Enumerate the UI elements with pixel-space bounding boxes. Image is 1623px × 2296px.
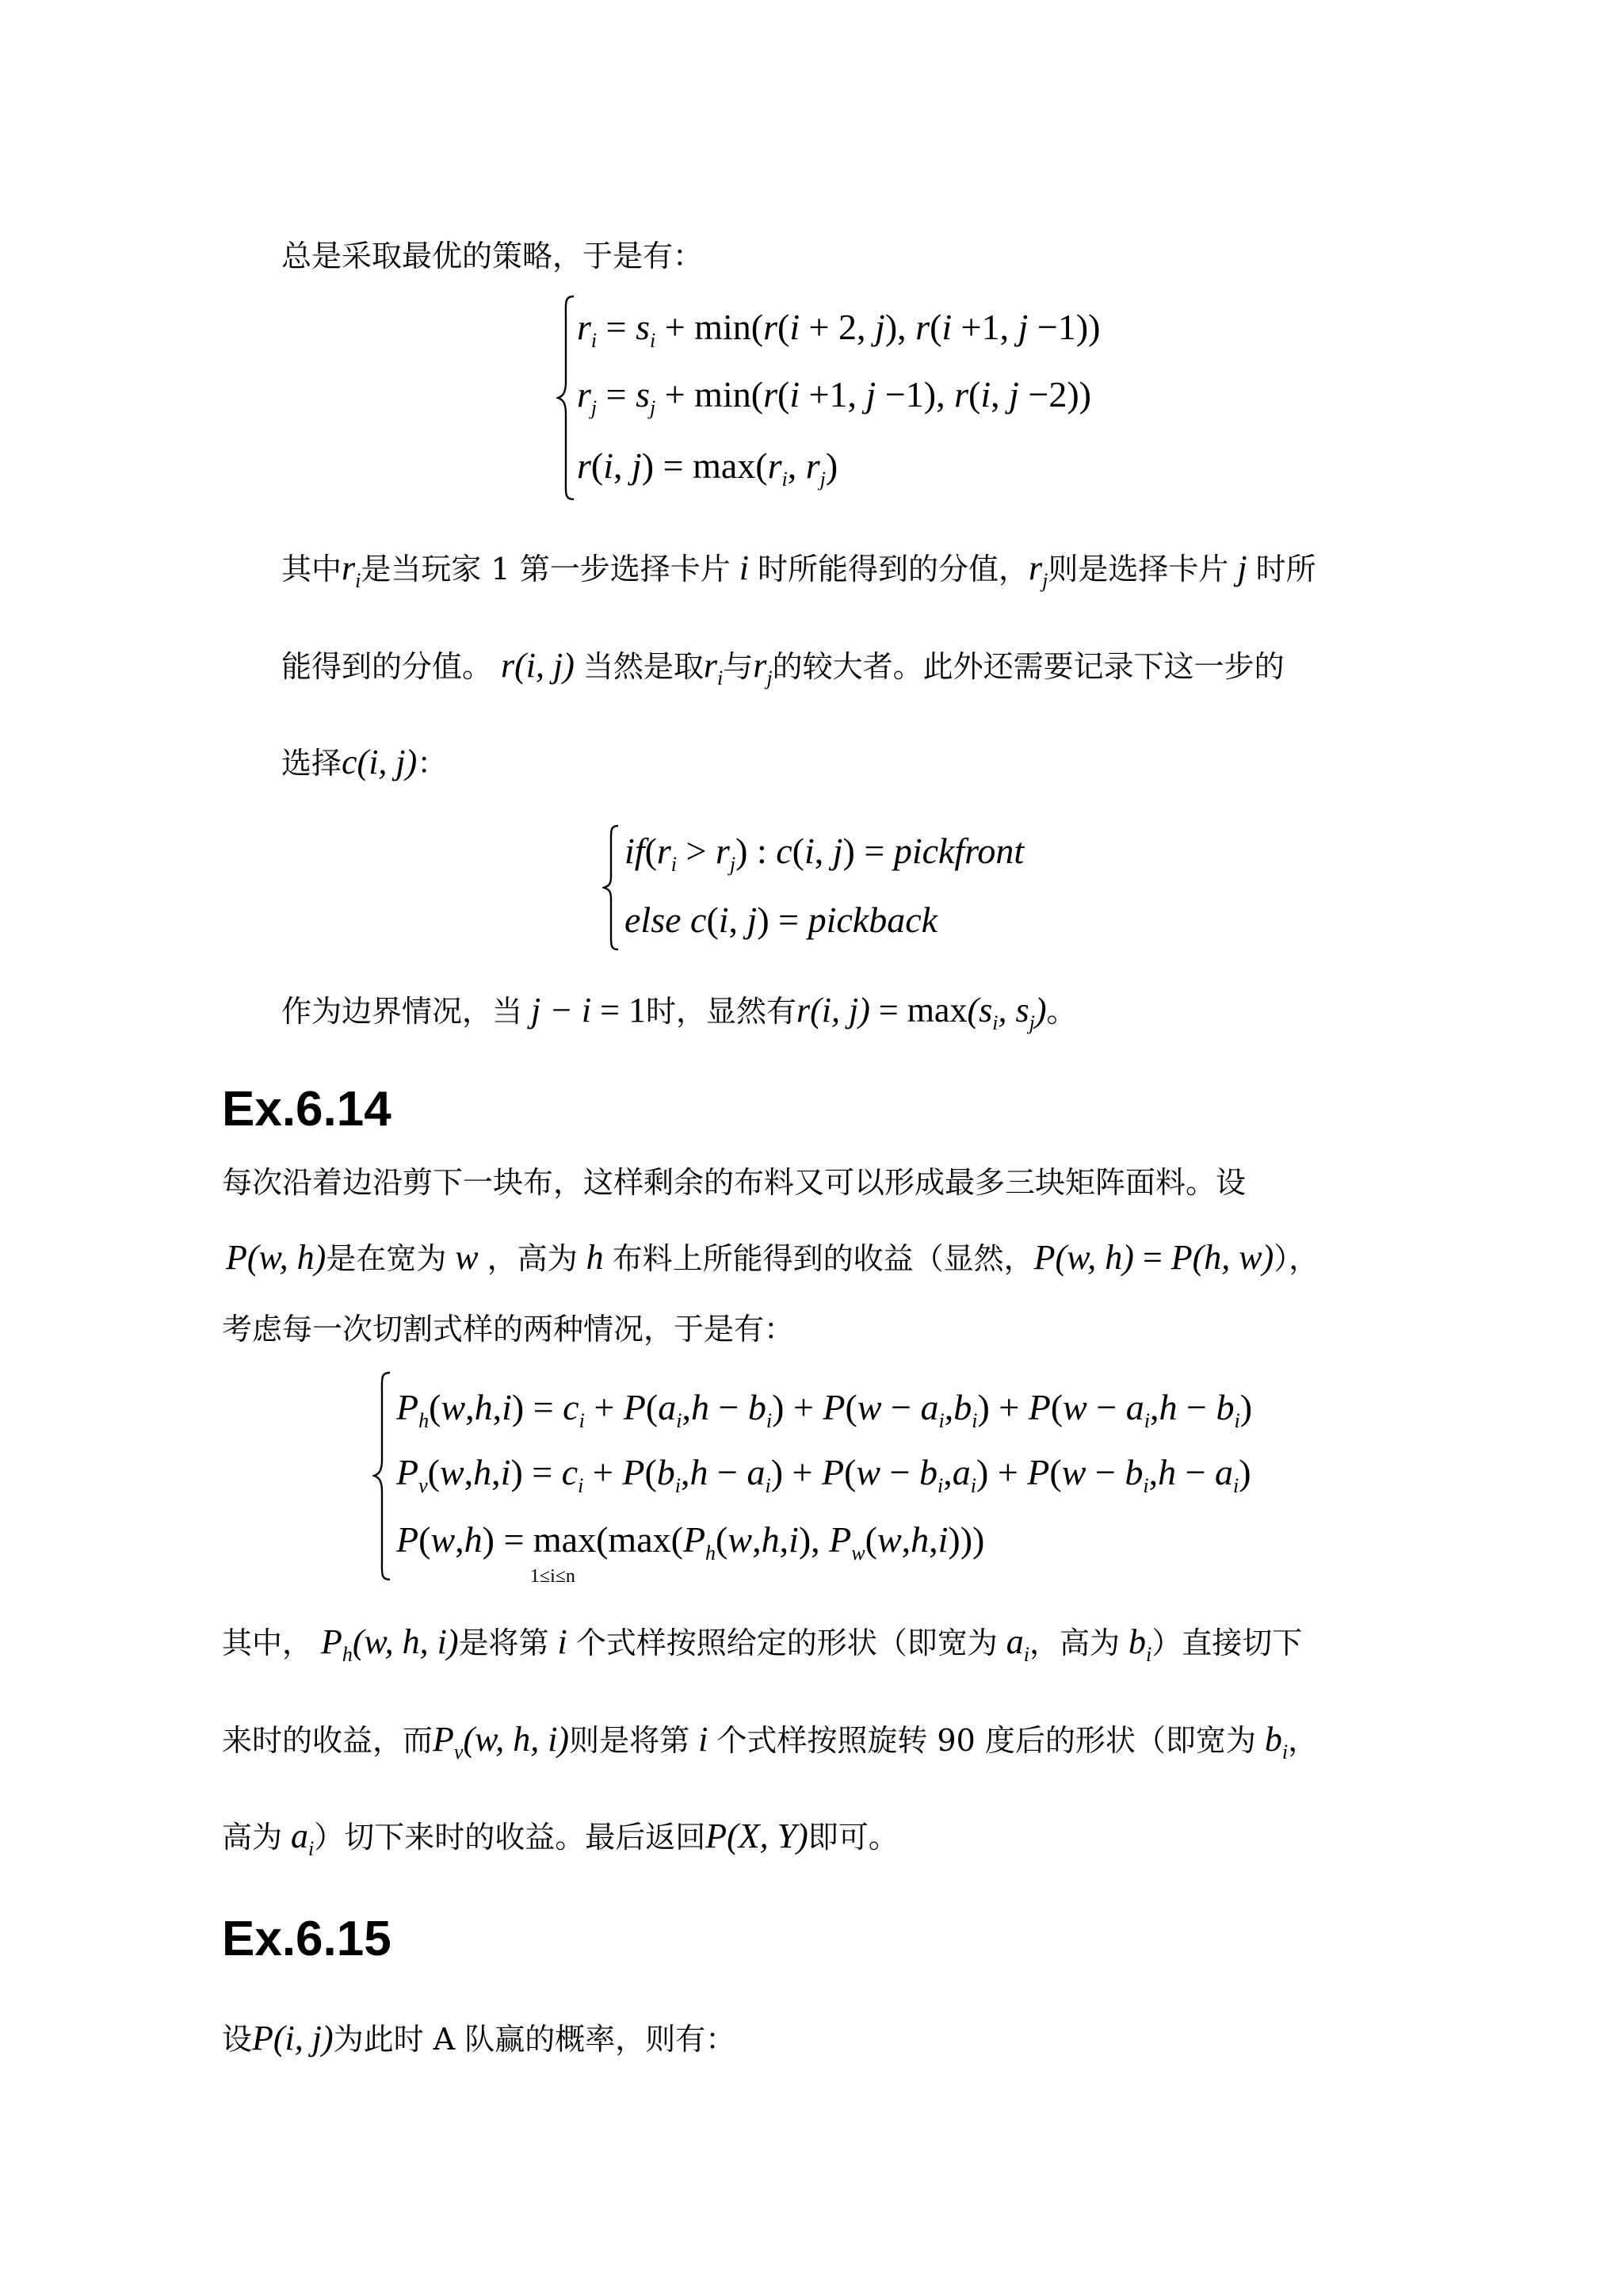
section-heading-6-14: Ex.6.14 (222, 1082, 391, 1137)
paragraph-line: 其中$r_i$是当玩家 1 第一步选择卡片 i 时所能得到的分值，$r_j$则是选择卡片 j 时所 (281, 548, 1316, 592)
paragraph-line: 能得到的分值。 r(i, j) 当然是取$r_i$与$r_j$的较大者。此外还需要记录下这一步的 (281, 646, 1285, 690)
section-heading-6-15: Ex.6.15 (222, 1912, 391, 1966)
paragraph-line: 选择c(i, j)： (281, 743, 448, 781)
paragraph-line: P(w, h)是在宽为 w ，高为 h 布料上所能得到的收益（显然，P(w, h) = P(h, w)）， (226, 1238, 1319, 1277)
text: 总是采取最优的策略，于是有： (281, 239, 704, 273)
paragraph-line: 设P(i, j)为此时 A 队赢的概率，则有： (222, 2019, 736, 2057)
equation-row-pwh: P(w,h) = max 1≤i≤n ($\max(P_h(w,h,i)$, $P_w(w,h,i)$)) (396, 1518, 984, 1576)
equation-row-ph: $P_h(w,h,i) = c_i + P(a_i,h - b_i) + P(w - a_i,b_i) + P(w - a_i,h - b_i)$ (396, 1387, 1253, 1432)
equation-row-rj: $r_j = s_j + \min(r(i +1$, j −1), r(i, j −2)) (577, 374, 1091, 419)
choice-row-if: $if(r_i > r_j)$ : c(i, j) = pickfront (624, 831, 1025, 876)
equation-row-ri: $r_i = s_i + \min(r(i + 2$, j), r(i +1, j −1)) (577, 307, 1101, 352)
paragraph-line: 考虑每一次切割式样的两种情况，于是有： (222, 1312, 795, 1347)
equation-row-rij: r(i, $j) = \max(r_i$, $r_j$) (577, 445, 838, 491)
intro-line (281, 235, 703, 277)
boundary-line: 作为边界情况，当 j − i = 1时，显然有r(i, $j) = \max(s_i$, $s_j$)。 (281, 991, 1077, 1034)
paragraph-line: 高为 $a_i$）切下来时的收益。最后返回P(X, Y)即可。 (222, 1817, 899, 1860)
left-brace (372, 1371, 393, 1581)
paragraph-line: 每次沿着边沿剪下一块布，这样剩余的布料又可以形成最多三块矩阵面料。设 (222, 1165, 1247, 1200)
equation-row-pv: $P_v(w,h,i) = c_i + P(b_i,h - a_i) + P(w - b_i,a_i) + P(w - b_i,h - a_i)$ (396, 1452, 1251, 1497)
left-brace (556, 295, 577, 501)
max-limit: 1≤i≤n (529, 1566, 575, 1587)
paragraph-line: 来时的收益，而$P_v(w$, h, i)则是将第 i 个式样按照旋转 90 度后的形状（即宽为 $b_i$， (222, 1720, 1319, 1763)
paragraph-line: 其中， $P_h(w$, h, i)是将第 i 个式样按照给定的形状（即宽为 $a_i$，高为 $b_i$）直接切下 (222, 1622, 1303, 1666)
left-brace (602, 824, 621, 951)
choice-row-else: else c(i, j) = pickback (624, 900, 938, 940)
